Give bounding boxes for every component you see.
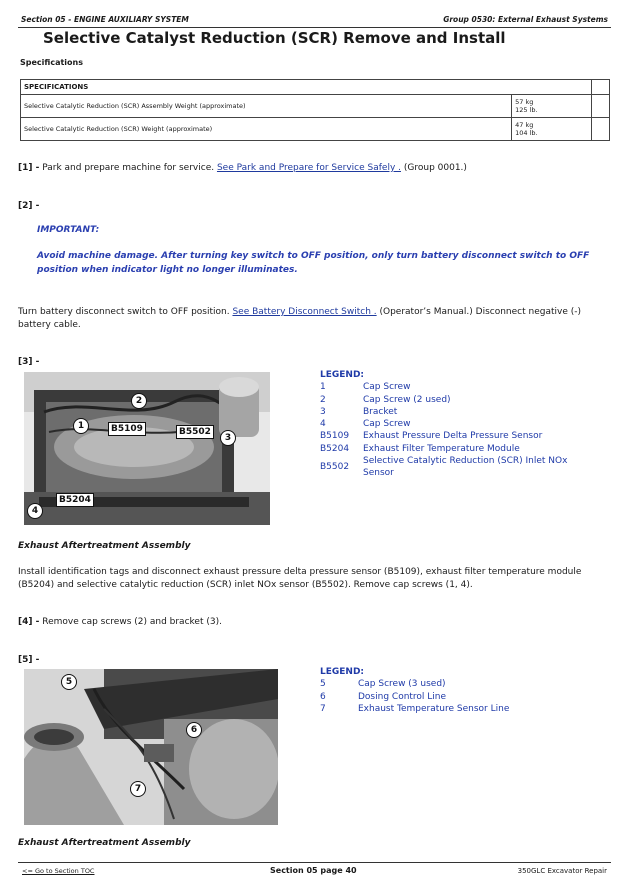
legend-heading: LEGEND:: [320, 370, 365, 380]
callout-3: 3: [220, 430, 236, 446]
spec-value: 47 kg 104 lb.: [512, 118, 592, 141]
list-item: B5204 Exhaust Filter Temperature Module: [320, 443, 520, 454]
section-toc-link[interactable]: <= Go to Section TOC: [22, 867, 95, 875]
battery-disconnect-link[interactable]: See Battery Disconnect Switch .: [232, 307, 377, 317]
page-number: Section 05 page 40: [270, 866, 357, 875]
list-item: 2 Cap Screw (2 used): [320, 394, 451, 405]
table-row: [21, 118, 610, 141]
specifications-table: [20, 79, 610, 141]
list-item: 6 Dosing Control Line: [320, 691, 447, 702]
important-label: IMPORTANT:: [37, 225, 100, 235]
step-2-text: Turn battery disconnect switch to OFF position. See Battery Disconnect Switch . (Operator’s Manual.) Disconnect negative (-) battery cable.: [18, 307, 581, 330]
callout-1: 1: [73, 418, 89, 434]
tag-b5109: B5109: [108, 422, 146, 436]
specifications-heading: Specifications: [20, 58, 83, 67]
tag-b5204: B5204: [56, 493, 94, 507]
step-2-number: [2] -: [18, 201, 40, 211]
table-row: [21, 95, 610, 118]
step-3-number: [3] -: [18, 357, 40, 367]
page-title: Selective Catalyst Reduction (SCR) Remove and Install: [43, 29, 506, 47]
step-5-number: [5] -: [18, 655, 40, 665]
exhaust-aftertreatment-photo-2: [24, 669, 278, 825]
dosing-line-illustration: [24, 669, 278, 825]
footer-rule: [18, 862, 611, 863]
list-item: 5 Cap Screw (3 used): [320, 679, 446, 690]
legend-step-5: [320, 666, 580, 715]
callout-5: 5: [61, 674, 77, 690]
legend-heading: LEGEND:: [320, 667, 365, 677]
list-item: 4 Cap Screw: [320, 419, 411, 430]
legend-step-3: [320, 369, 590, 480]
step-4: [4] - Remove cap screws (2) and bracket (3).: [18, 617, 222, 627]
important-text: Avoid machine damage. After turning key switch to OFF position, only turn battery disconnect switch to OFF position when indicator light no longer illuminates.: [37, 251, 590, 275]
callout-6: 6: [186, 722, 202, 738]
spec-value: 57 kg 125 lb.: [512, 95, 592, 118]
manual-name: 350GLC Excavator Repair: [517, 867, 607, 875]
list-item: 1 Cap Screw: [320, 382, 411, 393]
section-header: Section 05 - ENGINE AUXILIARY SYSTEM: [21, 15, 189, 24]
callout-7: 7: [130, 781, 146, 797]
callout-2: 2: [131, 393, 147, 409]
group-header: Group 0530: External Exhaust Systems: [443, 15, 608, 24]
list-item: 3 Bracket: [320, 406, 398, 417]
step-3-text: Install identification tags and disconnect exhaust pressure delta pressure sensor (B5109), exhaust filter temperature module (B5204) and selective catalytic reduction (SCR) inlet NOx sensor (B5502). Remove cap screws (1, 4).: [18, 567, 582, 590]
list-item: B5502 Selective Catalytic Reduction (SCR) Inlet NOx Sensor: [320, 456, 568, 479]
figure-caption-2: Exhaust Aftertreatment Assembly: [18, 838, 191, 848]
list-item: B5109 Exhaust Pressure Delta Pressure Sensor: [320, 431, 543, 442]
header-rule: [18, 27, 611, 28]
list-item: 7 Exhaust Temperature Sensor Line: [320, 703, 510, 714]
exhaust-aftertreatment-photo-1: [24, 372, 270, 525]
park-prepare-link[interactable]: See Park and Prepare for Service Safely .: [216, 163, 401, 173]
spec-label: Selective Catalytic Reduction (SCR) Assembly Weight (approximate): [21, 95, 512, 118]
spec-label: Selective Catalytic Reduction (SCR) Weight (approximate): [21, 118, 512, 141]
tag-b5502: B5502: [176, 425, 214, 439]
step-1: [1] - Park and prepare machine for service. See Park and Prepare for Service Safely . (Group 0001.): [18, 163, 467, 173]
spec-table-header: SPECIFICATIONS: [21, 80, 592, 95]
figure-caption-1: Exhaust Aftertreatment Assembly: [18, 541, 191, 551]
callout-4: 4: [27, 503, 43, 519]
